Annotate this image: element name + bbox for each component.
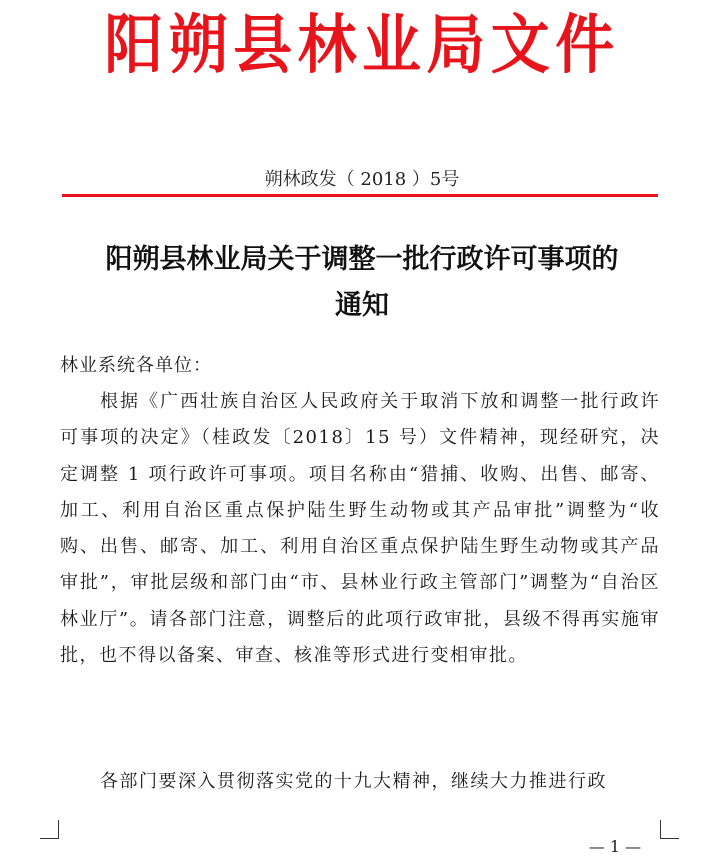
red-header-title: 阳朔县林业局文件 (104, 9, 620, 83)
document-number: 朔林政发（ 2018 ）5号 (264, 169, 460, 190)
page-number: — 1 — (588, 837, 642, 856)
notice-title-line-2: 通知 (335, 290, 389, 321)
crop-mark-left (40, 820, 59, 839)
notice-title-line-1: 阳朔县林业局关于调整一批行政许可事项的 (105, 244, 619, 275)
red-divider-line (62, 194, 658, 197)
body-paragraph-1: 根据《广西壮族自治区人民政府关于取消下放和调整一批行政许可事项的决定》（桂政发〔2018〕15 号）文件精神，现经研究，决定调整 1 项行政许可事项。项目名称由“猎捕、收购、出售、邮寄、加工、利用自治区重点保护陆生野生动物或其产品审批”调整为“收购、出售、邮寄、加工、利用自治区重点保护陆生野生动物或其产品审批”，审批层级和部门由“市、县林业行政主管部门”调整为“自治区林业厅”。请各部门注意，调整后的此项行政审批，县级不得再实施审批，也不得以备案、审查、核准等形式进行变相审批。 (60, 391, 660, 667)
body-paragraph-2: 各部门要深入贯彻落实党的十九大精神，继续大力推进行政 (100, 771, 607, 792)
salutation: 林业系统各单位： (60, 355, 212, 376)
